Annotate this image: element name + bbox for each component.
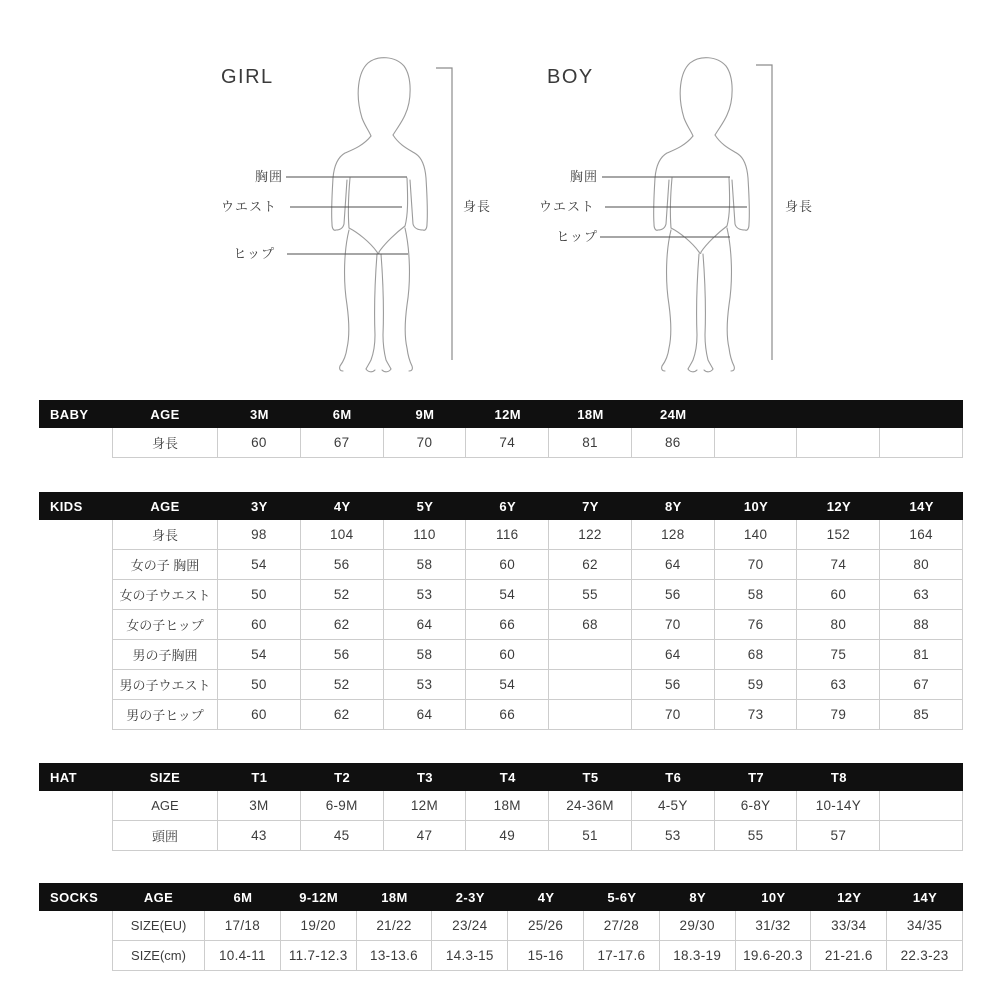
data-cell: 56 bbox=[301, 550, 384, 579]
data-cell: 104 bbox=[301, 520, 384, 549]
row-label-cell: SIZE(cm) bbox=[112, 941, 205, 970]
data-cell: 81 bbox=[549, 428, 632, 457]
girl-height-bracket bbox=[436, 68, 452, 360]
column-header: T6 bbox=[665, 769, 682, 785]
data-cell: 50 bbox=[218, 580, 301, 609]
data-cell: 63 bbox=[880, 580, 963, 609]
data-cell: 45 bbox=[301, 821, 384, 850]
data-cell: 80 bbox=[797, 610, 880, 639]
column-header: T8 bbox=[830, 769, 847, 785]
data-cell: 68 bbox=[549, 610, 632, 639]
column-header: T3 bbox=[416, 769, 433, 785]
data-cell: 70 bbox=[632, 610, 715, 639]
column-header: AGE bbox=[150, 406, 180, 422]
data-cell: 57 bbox=[797, 821, 880, 850]
table-row bbox=[112, 700, 963, 730]
data-cell: 56 bbox=[632, 580, 715, 609]
boy-height-label: 身長 bbox=[785, 199, 814, 214]
data-cell: 140 bbox=[715, 520, 798, 549]
column-header: AGE bbox=[150, 498, 180, 514]
data-cell: 98 bbox=[218, 520, 301, 549]
table-row bbox=[112, 640, 963, 670]
data-cell: 73 bbox=[715, 700, 798, 729]
table-body bbox=[112, 791, 963, 851]
data-cell: 55 bbox=[715, 821, 798, 850]
table-header-bar bbox=[39, 763, 963, 791]
data-cell: 86 bbox=[632, 428, 715, 457]
column-header: 10Y bbox=[743, 498, 769, 514]
data-cell: 55 bbox=[549, 580, 632, 609]
table-socks bbox=[39, 883, 963, 971]
data-cell: 54 bbox=[466, 580, 549, 609]
data-cell: 76 bbox=[715, 610, 798, 639]
data-cell: 128 bbox=[632, 520, 715, 549]
data-cell: 60 bbox=[466, 640, 549, 669]
data-cell bbox=[715, 428, 798, 457]
data-cell: 51 bbox=[549, 821, 632, 850]
row-label-cell: 男の子胸囲 bbox=[112, 640, 218, 669]
data-cell: 60 bbox=[797, 580, 880, 609]
data-cell: 62 bbox=[549, 550, 632, 579]
column-header: 12M bbox=[494, 406, 521, 422]
data-cell: 56 bbox=[632, 670, 715, 699]
girl-measurement-diagram bbox=[193, 45, 513, 390]
row-label-cell: AGE bbox=[112, 791, 218, 820]
table-section-label: HAT bbox=[50, 769, 77, 785]
column-header: T5 bbox=[582, 769, 599, 785]
table-row bbox=[112, 821, 963, 851]
data-cell: 58 bbox=[384, 640, 467, 669]
data-cell: 66 bbox=[466, 700, 549, 729]
data-cell: 85 bbox=[880, 700, 963, 729]
row-label-cell: 身長 bbox=[112, 428, 218, 457]
table-body bbox=[112, 520, 963, 730]
data-cell: 56 bbox=[301, 640, 384, 669]
data-cell: 10-14Y bbox=[797, 791, 880, 820]
data-cell: 6-9M bbox=[301, 791, 384, 820]
data-cell: 18.3-19 bbox=[660, 941, 736, 970]
column-header: 6Y bbox=[499, 498, 517, 514]
data-cell bbox=[797, 428, 880, 457]
row-label-cell: 女の子ヒップ bbox=[112, 610, 218, 639]
data-cell: 17/18 bbox=[205, 911, 281, 940]
column-header: 10Y bbox=[761, 889, 786, 905]
boy-height-bracket bbox=[756, 65, 772, 360]
data-cell: 52 bbox=[301, 670, 384, 699]
data-cell: 67 bbox=[880, 670, 963, 699]
table-row bbox=[112, 520, 963, 550]
table-header-bar bbox=[39, 492, 963, 520]
data-cell: 116 bbox=[466, 520, 549, 549]
column-header: 4Y bbox=[333, 498, 351, 514]
data-cell: 60 bbox=[218, 610, 301, 639]
column-header: T4 bbox=[499, 769, 516, 785]
data-cell: 13-13.6 bbox=[357, 941, 433, 970]
data-cell: 49 bbox=[466, 821, 549, 850]
data-cell: 29/30 bbox=[660, 911, 736, 940]
data-cell: 47 bbox=[384, 821, 467, 850]
table-section-label: BABY bbox=[50, 406, 89, 422]
data-cell: 64 bbox=[384, 700, 467, 729]
data-cell: 70 bbox=[632, 700, 715, 729]
child-figure-outline bbox=[332, 58, 428, 372]
column-header: AGE bbox=[143, 889, 174, 905]
data-cell: 80 bbox=[880, 550, 963, 579]
column-header: T7 bbox=[748, 769, 765, 785]
data-cell: 54 bbox=[466, 670, 549, 699]
data-cell: 88 bbox=[880, 610, 963, 639]
data-cell: 43 bbox=[218, 821, 301, 850]
data-cell: 22.3-23 bbox=[887, 941, 963, 970]
column-header: 2-3Y bbox=[455, 889, 485, 905]
data-cell: 60 bbox=[466, 550, 549, 579]
table-section-label: KIDS bbox=[50, 498, 83, 514]
row-label-cell: 男の子ウエスト bbox=[112, 670, 218, 699]
column-header: 6M bbox=[332, 406, 352, 422]
column-header: 9M bbox=[415, 406, 435, 422]
data-cell: 110 bbox=[384, 520, 467, 549]
column-header: 5-6Y bbox=[607, 889, 637, 905]
column-header: 7Y bbox=[582, 498, 599, 514]
child-figure-outline bbox=[654, 58, 750, 372]
data-cell: 60 bbox=[218, 428, 301, 457]
girl-hip-label: ヒップ bbox=[233, 246, 275, 261]
data-cell: 64 bbox=[632, 550, 715, 579]
girl-waist-label: ウエスト bbox=[220, 199, 277, 214]
girl-chest-label: 胸囲 bbox=[254, 169, 283, 184]
column-header: 12Y bbox=[837, 889, 862, 905]
data-cell: 53 bbox=[384, 670, 467, 699]
table-row bbox=[112, 428, 963, 458]
data-cell: 66 bbox=[466, 610, 549, 639]
girl-height-label: 身長 bbox=[463, 199, 492, 214]
data-cell: 31/32 bbox=[736, 911, 812, 940]
data-cell: 21-21.6 bbox=[811, 941, 887, 970]
data-cell: 70 bbox=[384, 428, 467, 457]
column-header: 24M bbox=[660, 406, 687, 422]
data-cell: 10.4-11 bbox=[205, 941, 281, 970]
data-cell: 3M bbox=[218, 791, 301, 820]
column-header: 5Y bbox=[416, 498, 434, 514]
data-cell: 152 bbox=[797, 520, 880, 549]
data-cell: 122 bbox=[549, 520, 632, 549]
column-header: 18M bbox=[577, 406, 604, 422]
data-cell: 18M bbox=[466, 791, 549, 820]
table-kids bbox=[39, 492, 963, 730]
column-header: SIZE bbox=[149, 769, 181, 785]
data-cell: 64 bbox=[632, 640, 715, 669]
data-cell: 21/22 bbox=[357, 911, 433, 940]
column-header: T1 bbox=[251, 769, 268, 785]
data-cell: 27/28 bbox=[584, 911, 660, 940]
table-row bbox=[112, 941, 963, 971]
data-cell: 33/34 bbox=[811, 911, 887, 940]
data-cell: 59 bbox=[715, 670, 798, 699]
data-cell: 23/24 bbox=[432, 911, 508, 940]
column-header: 8Y bbox=[689, 889, 707, 905]
data-cell: 19.6-20.3 bbox=[736, 941, 812, 970]
data-cell: 74 bbox=[797, 550, 880, 579]
table-section-label: SOCKS bbox=[50, 889, 99, 905]
data-cell: 19/20 bbox=[281, 911, 357, 940]
data-cell: 25/26 bbox=[508, 911, 584, 940]
row-label-cell: 女の子ウエスト bbox=[112, 580, 218, 609]
data-cell: 60 bbox=[218, 700, 301, 729]
data-cell: 14.3-15 bbox=[432, 941, 508, 970]
data-cell: 52 bbox=[301, 580, 384, 609]
table-row bbox=[112, 791, 963, 821]
boy-chest-label: 胸囲 bbox=[569, 169, 598, 184]
data-cell: 70 bbox=[715, 550, 798, 579]
table-body bbox=[112, 428, 963, 458]
row-label-cell: SIZE(EU) bbox=[112, 911, 205, 940]
data-cell bbox=[880, 428, 963, 457]
column-header: 12Y bbox=[826, 498, 852, 514]
column-header: 14Y bbox=[909, 498, 934, 514]
boy-diagram-title: BOY bbox=[547, 66, 594, 88]
column-header: 3Y bbox=[251, 498, 268, 514]
data-cell: 164 bbox=[880, 520, 963, 549]
data-cell bbox=[880, 821, 963, 850]
table-baby bbox=[39, 400, 963, 458]
data-cell bbox=[549, 700, 632, 729]
data-cell: 34/35 bbox=[887, 911, 963, 940]
data-cell bbox=[549, 670, 632, 699]
data-cell: 12M bbox=[384, 791, 467, 820]
boy-hip-label: ヒップ bbox=[556, 229, 598, 244]
data-cell: 62 bbox=[301, 700, 384, 729]
row-label-cell: 男の子ヒップ bbox=[112, 700, 218, 729]
data-cell: 6-8Y bbox=[715, 791, 798, 820]
table-hat bbox=[39, 763, 963, 851]
data-cell: 58 bbox=[384, 550, 467, 579]
data-cell: 53 bbox=[384, 580, 467, 609]
table-row bbox=[112, 670, 963, 700]
data-cell: 79 bbox=[797, 700, 880, 729]
data-cell: 58 bbox=[715, 580, 798, 609]
data-cell: 54 bbox=[218, 640, 301, 669]
boy-waist-label: ウエスト bbox=[538, 199, 595, 214]
column-header: 9-12M bbox=[299, 889, 339, 905]
row-label-cell: 頭囲 bbox=[112, 821, 218, 850]
table-row bbox=[112, 610, 963, 640]
data-cell: 64 bbox=[384, 610, 467, 639]
data-cell: 54 bbox=[218, 550, 301, 579]
data-cell: 17-17.6 bbox=[584, 941, 660, 970]
boy-measurement-diagram bbox=[515, 45, 845, 390]
data-cell: 81 bbox=[880, 640, 963, 669]
column-header: 3M bbox=[249, 406, 269, 422]
data-cell: 15-16 bbox=[508, 941, 584, 970]
data-cell: 53 bbox=[632, 821, 715, 850]
data-cell bbox=[549, 640, 632, 669]
table-body bbox=[112, 911, 963, 971]
table-row bbox=[112, 911, 963, 941]
data-cell: 74 bbox=[466, 428, 549, 457]
data-cell: 67 bbox=[301, 428, 384, 457]
table-row bbox=[112, 550, 963, 580]
data-cell bbox=[880, 791, 963, 820]
data-cell: 68 bbox=[715, 640, 798, 669]
data-cell: 11.7-12.3 bbox=[281, 941, 357, 970]
table-header-bar bbox=[39, 883, 963, 911]
row-label-cell: 女の子 胸囲 bbox=[112, 550, 218, 579]
data-cell: 4-5Y bbox=[632, 791, 715, 820]
table-header-bar bbox=[39, 400, 963, 428]
data-cell: 24-36M bbox=[549, 791, 632, 820]
data-cell: 62 bbox=[301, 610, 384, 639]
table-row bbox=[112, 580, 963, 610]
column-header: 14Y bbox=[912, 889, 938, 905]
data-cell: 75 bbox=[797, 640, 880, 669]
girl-diagram-title: GIRL bbox=[221, 66, 274, 88]
column-header: 6M bbox=[233, 889, 253, 905]
data-cell: 63 bbox=[797, 670, 880, 699]
column-header: 18M bbox=[381, 889, 408, 905]
column-header: 4Y bbox=[537, 889, 555, 905]
row-label-cell: 身長 bbox=[112, 520, 218, 549]
data-cell: 50 bbox=[218, 670, 301, 699]
column-header: T2 bbox=[334, 769, 351, 785]
column-header: 8Y bbox=[664, 498, 682, 514]
